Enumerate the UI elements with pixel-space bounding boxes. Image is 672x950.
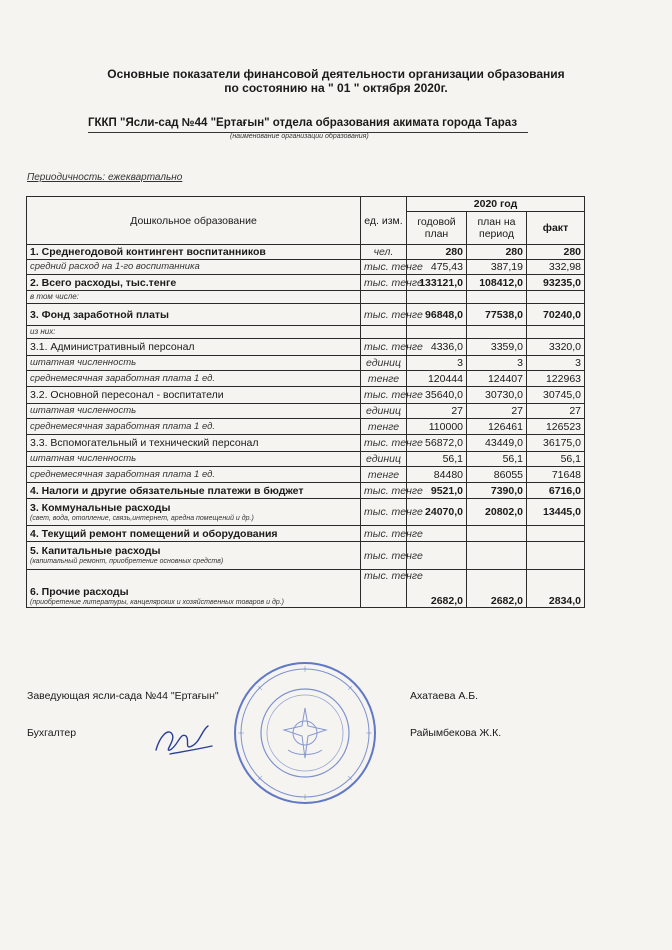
row-label xyxy=(27,570,361,608)
row-label-note: (свет, вода, отопление, связь,интернет, аредна помещений и др.) xyxy=(30,514,254,522)
row-value-period xyxy=(467,526,527,542)
row-value-plan xyxy=(407,326,467,339)
row-value-fact xyxy=(527,542,585,570)
table-row xyxy=(27,304,585,326)
row-value-plan: 4336,0 xyxy=(407,339,467,356)
row-label xyxy=(27,542,361,570)
row-value-period: 3359,0 xyxy=(467,339,527,356)
row-value-fact: 280 xyxy=(527,245,585,260)
row-value-fact: 13445,0 xyxy=(527,499,585,526)
row-label-text: 1. Среднегодовой контингент воспитанников xyxy=(30,246,266,258)
row-value-fact: 36175,0 xyxy=(527,435,585,452)
row-label xyxy=(27,404,361,419)
table-row xyxy=(27,419,585,435)
row-value-period: 30730,0 xyxy=(467,387,527,404)
row-label xyxy=(27,452,361,467)
periodicity-label: Периодичность: ежеквартально xyxy=(27,172,183,183)
row-label-text: 3.2. Основной пересонал - воспитатели xyxy=(30,389,224,401)
official-seal-stamp xyxy=(230,658,380,808)
table-row xyxy=(27,371,585,387)
row-unit: тыс. тенге xyxy=(361,570,407,608)
row-value-period: 3 xyxy=(467,356,527,371)
row-value-fact xyxy=(527,291,585,304)
table-row xyxy=(27,542,585,570)
table-row xyxy=(27,467,585,483)
row-label-text: среднемесячная заработная плата 1 ед. xyxy=(30,468,216,480)
row-unit: тыс. тенге xyxy=(361,260,407,275)
row-value-period: 387,19 xyxy=(467,260,527,275)
row-label-text: штатная численность xyxy=(30,453,137,464)
table-row xyxy=(27,570,585,608)
table-row xyxy=(27,499,585,526)
row-value-plan: 110000 xyxy=(407,419,467,435)
accountant-name: Райымбекова Ж.К. xyxy=(410,727,502,739)
table-row xyxy=(27,452,585,467)
row-label xyxy=(27,275,361,291)
row-label-text: 3. Коммунальные расходы xyxy=(30,501,171,514)
row-label-text: 6. Прочие расходы xyxy=(30,586,129,598)
row-label xyxy=(27,356,361,371)
row-label xyxy=(27,371,361,387)
row-unit: тенге xyxy=(361,467,407,483)
table-row xyxy=(27,356,585,371)
document-title-line2: по состоянию на " 01 " октября 2020г. xyxy=(224,81,448,95)
row-value-period xyxy=(467,542,527,570)
row-value-fact: 126523 xyxy=(527,419,585,435)
row-unit: тыс. тенге xyxy=(361,275,407,291)
row-value-fact: 3 xyxy=(527,356,585,371)
row-label-text: 3.3. Вспомогательный и технический персонал xyxy=(30,437,259,449)
row-label-text: 4. Текущий ремонт помещений и оборудования xyxy=(30,527,278,540)
row-label xyxy=(27,419,361,435)
row-value-period: 43449,0 xyxy=(467,435,527,452)
row-unit xyxy=(361,291,407,304)
row-label-text: 5. Капитальные расходы xyxy=(30,545,161,557)
row-value-plan: 133121,0 xyxy=(407,275,467,291)
head-name: Ахатаева А.Б. xyxy=(410,690,479,702)
row-value-period: 2682,0 xyxy=(467,570,527,608)
row-unit: тенге xyxy=(361,419,407,435)
row-value-fact: 122963 xyxy=(527,371,585,387)
table-row xyxy=(27,291,585,304)
table-row xyxy=(27,483,585,499)
row-value-fact: 30745,0 xyxy=(527,387,585,404)
row-value-period: 86055 xyxy=(467,467,527,483)
row-label xyxy=(27,467,361,483)
row-label-text: штатная численность xyxy=(30,357,137,368)
column-header-preschool: Дошкольное образование xyxy=(27,197,361,245)
row-label xyxy=(27,499,361,526)
row-label-text: 4. Налоги и другие обязательные платежи в бюджет xyxy=(30,484,304,497)
row-label-text: 3. Фонд заработной платы xyxy=(30,308,170,321)
head-role: Заведующая ясли-сада №44 "Ертағын" xyxy=(27,690,219,702)
row-unit: тыс. тенге xyxy=(361,526,407,542)
row-unit: тыс. тенге xyxy=(361,435,407,452)
row-value-fact: 27 xyxy=(527,404,585,419)
row-label-note: (капитальный ремонт, приобретение основных средств) xyxy=(30,558,224,565)
row-value-plan: 84480 xyxy=(407,467,467,483)
row-label xyxy=(27,483,361,499)
accountant-role: Бухгалтер xyxy=(27,727,77,739)
row-value-period: 280 xyxy=(467,245,527,260)
row-unit: единиц xyxy=(361,452,407,467)
handwritten-signature xyxy=(150,716,220,760)
row-label xyxy=(27,526,361,542)
row-value-fact: 71648 xyxy=(527,467,585,483)
row-label-text: из них: xyxy=(30,327,56,336)
row-label-text: в том числе: xyxy=(30,292,79,301)
table-body xyxy=(27,245,585,608)
row-unit xyxy=(361,326,407,339)
row-value-fact: 2834,0 xyxy=(527,570,585,608)
organization-name: ГККП "Ясли-сад №44 "Ертағын" отдела образования акимата города Тараз xyxy=(88,117,518,129)
row-value-period: 108412,0 xyxy=(467,275,527,291)
row-label xyxy=(27,435,361,452)
row-value-fact xyxy=(527,326,585,339)
row-label xyxy=(27,387,361,404)
table-row xyxy=(27,245,585,260)
row-value-plan: 475,43 xyxy=(407,260,467,275)
row-value-plan: 27 xyxy=(407,404,467,419)
row-label-note: (приобретение литературы, канцелярских и хозяйственных товаров и др.) xyxy=(30,599,284,606)
row-value-plan: 56872,0 xyxy=(407,435,467,452)
table-row xyxy=(27,387,585,404)
table-row xyxy=(27,260,585,275)
row-label-text: средний расход на 1-го воспитанника xyxy=(30,261,200,272)
column-header-unit: ед. изм. xyxy=(361,197,407,245)
row-value-plan: 120444 xyxy=(407,371,467,387)
table-row xyxy=(27,526,585,542)
row-unit: единиц xyxy=(361,356,407,371)
organization-note: (наименование организации образования) xyxy=(230,133,369,140)
row-value-fact: 332,98 xyxy=(527,260,585,275)
row-value-period: 7390,0 xyxy=(467,483,527,499)
row-value-period: 20802,0 xyxy=(467,499,527,526)
row-value-plan: 280 xyxy=(407,245,467,260)
row-label xyxy=(27,304,361,326)
row-value-period xyxy=(467,291,527,304)
row-unit: тенге xyxy=(361,371,407,387)
column-header-year: 2020 год xyxy=(407,197,585,212)
row-unit: тыс. тенге xyxy=(361,542,407,570)
column-header-annual-plan: годовой план xyxy=(407,212,467,245)
document-title-line1: Основные показатели финансовой деятельности организации образования xyxy=(107,67,565,81)
column-header-period-plan: план на период xyxy=(467,212,527,245)
row-label xyxy=(27,339,361,356)
table-row xyxy=(27,339,585,356)
table-row xyxy=(27,404,585,419)
row-unit: тыс. тенге xyxy=(361,499,407,526)
row-value-period: 124407 xyxy=(467,371,527,387)
row-value-fact: 93235,0 xyxy=(527,275,585,291)
row-value-plan: 56,1 xyxy=(407,452,467,467)
row-label-text: штатная численность xyxy=(30,405,137,416)
row-value-period: 56,1 xyxy=(467,452,527,467)
row-value-fact xyxy=(527,526,585,542)
row-value-plan xyxy=(407,291,467,304)
table-row xyxy=(27,275,585,291)
row-label xyxy=(27,326,361,339)
table-row xyxy=(27,435,585,452)
row-unit: единиц xyxy=(361,404,407,419)
row-value-fact: 6716,0 xyxy=(527,483,585,499)
row-label-text: 3.1. Административный персонал xyxy=(30,341,195,353)
row-unit: чел. xyxy=(361,245,407,260)
column-header-fact: факт xyxy=(527,212,585,245)
row-value-plan: 24070,0 xyxy=(407,499,467,526)
row-value-fact: 56,1 xyxy=(527,452,585,467)
row-label-text: среднемесячная заработная плата 1 ед. xyxy=(30,372,216,384)
row-value-plan: 96848,0 xyxy=(407,304,467,326)
row-unit: тыс. тенге xyxy=(361,483,407,499)
row-value-plan: 3 xyxy=(407,356,467,371)
row-label-text: 2. Всего расходы, тыс.тенге xyxy=(30,276,177,289)
row-unit: тыс. тенге xyxy=(361,304,407,326)
row-value-plan: 2682,0 xyxy=(407,570,467,608)
row-value-plan: 9521,0 xyxy=(407,483,467,499)
row-value-period: 77538,0 xyxy=(467,304,527,326)
row-value-fact: 70240,0 xyxy=(527,304,585,326)
row-label xyxy=(27,245,361,260)
financial-indicators-table xyxy=(26,196,585,608)
row-value-period: 27 xyxy=(467,404,527,419)
row-unit: тыс. тенге xyxy=(361,387,407,404)
row-value-period: 126461 xyxy=(467,419,527,435)
table-row xyxy=(27,326,585,339)
row-label xyxy=(27,260,361,275)
row-value-fact: 3320,0 xyxy=(527,339,585,356)
row-label-text: среднемесячная заработная плата 1 ед. xyxy=(30,420,216,432)
row-value-plan: 35640,0 xyxy=(407,387,467,404)
row-value-period xyxy=(467,326,527,339)
row-label xyxy=(27,291,361,304)
row-unit: тыс. тенге xyxy=(361,339,407,356)
